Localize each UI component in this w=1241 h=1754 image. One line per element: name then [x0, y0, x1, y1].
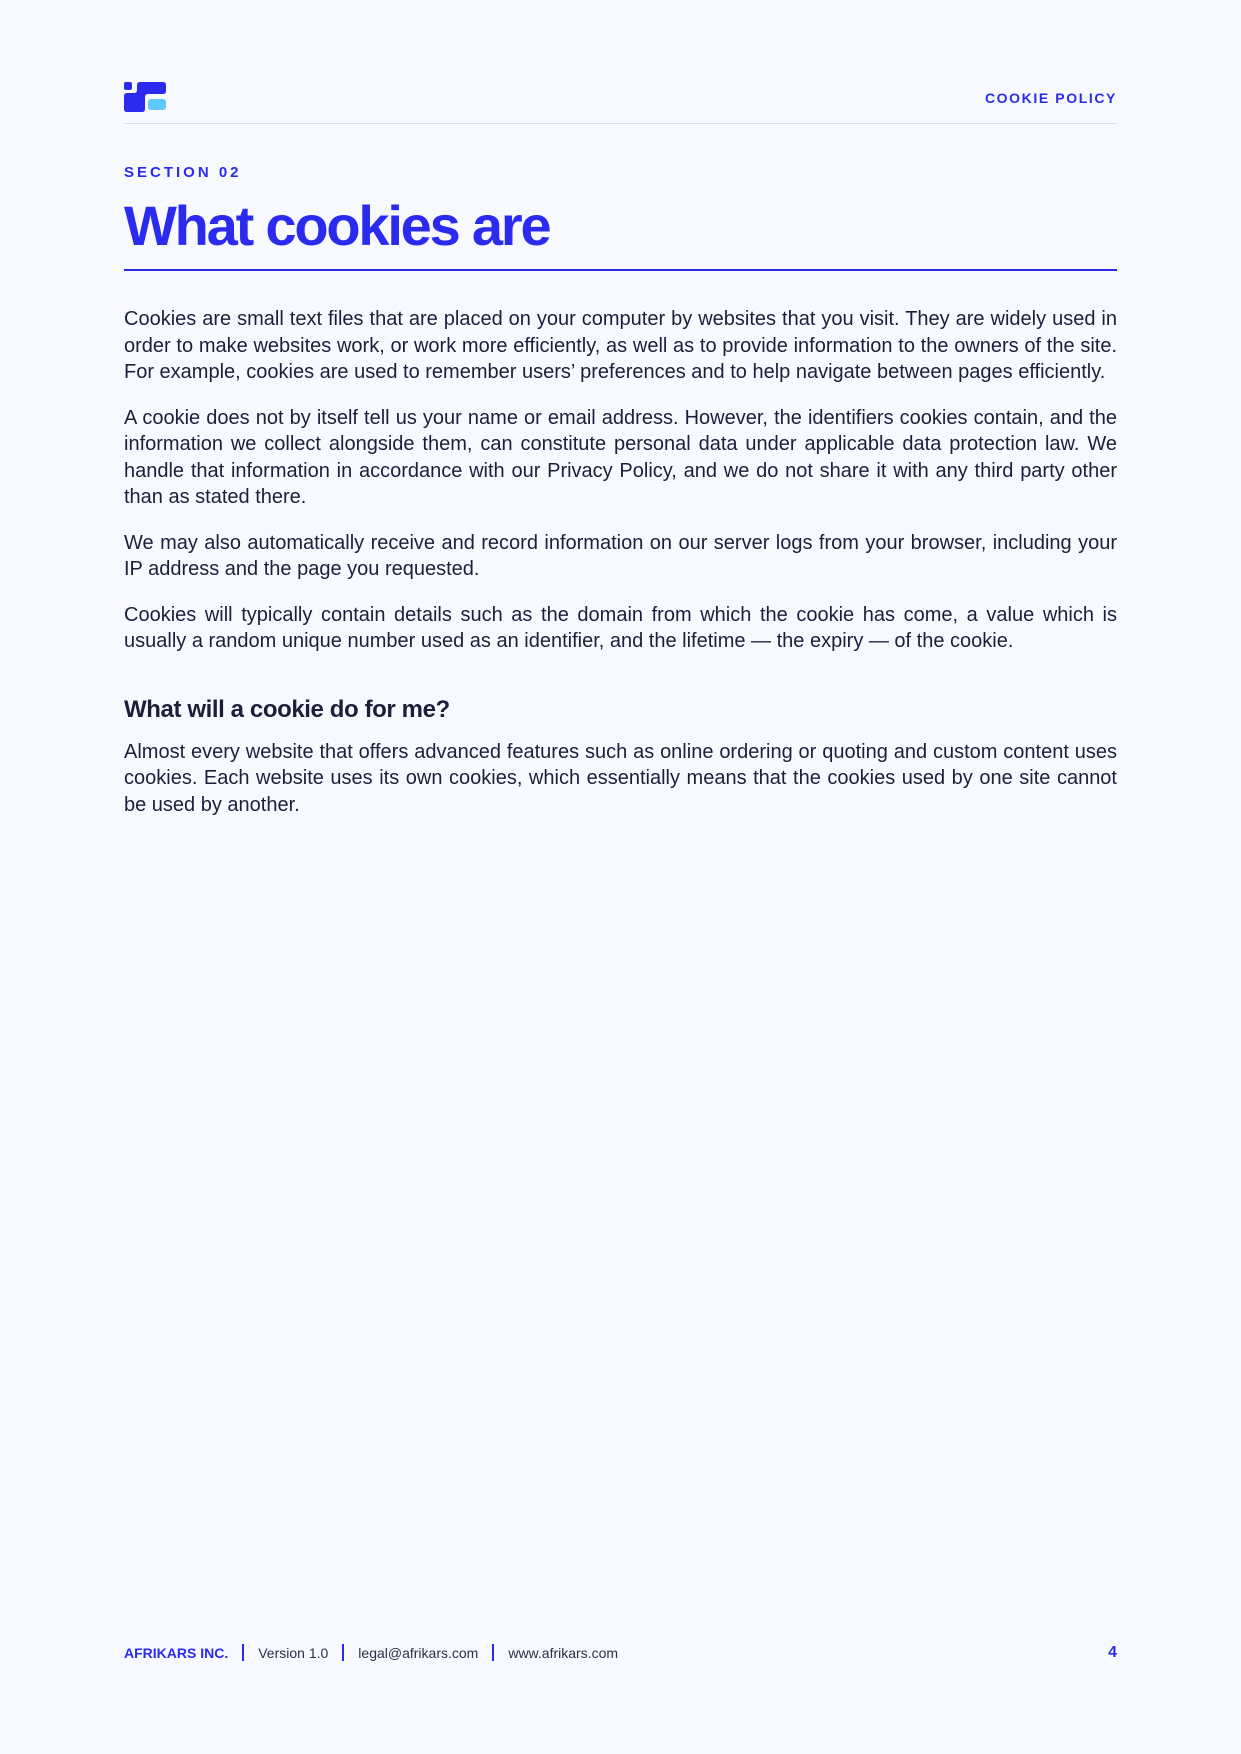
paragraph-cookie-details: Cookies will typically contain details such as the domain from which the cookie has come, a value which is usually a random unique number used as an identifier, and the lifetime — the expiry — of the cookie.	[124, 603, 1117, 652]
footer-divider	[242, 1644, 244, 1661]
brand-logo-icon	[124, 82, 166, 112]
page-number: 4	[1108, 1644, 1117, 1661]
footer-divider	[492, 1644, 494, 1661]
footer-website-link[interactable]: www.afrikars.com	[508, 1645, 619, 1661]
paragraph-server-logs: We may also automatically receive and record information on our server logs from your browser, including your IP address and the page you requested.	[124, 531, 1117, 580]
body-content	[124, 306, 1117, 837]
footer-company-name: AFRIKARS INC.	[124, 1645, 229, 1661]
section-number-label: SECTION 02	[124, 164, 242, 181]
subheading: What will a cookie do for me?	[124, 695, 450, 723]
page-title: What cookies are	[124, 194, 550, 257]
page-footer	[124, 1641, 1117, 1665]
paragraph-cookies-definition: Cookies are small text files that are placed on your computer by websites that you visit. They are widely used in order to make websites work, or work more efficiently, as well as to provide information to the owners of the site. For example, cookies are used to remember users’ preferences and to help navigate between pages efficiently.	[124, 308, 1117, 383]
paragraph-cookie-benefits: Almost every website that offers advanced features such as online ordering or quoting and custom content uses cookies. Each website uses its own cookies, which essentially means that the cookies used by one site cannot be used by another.	[124, 740, 1117, 816]
footer-version: Version 1.0	[258, 1645, 329, 1661]
page-header	[124, 80, 1117, 124]
footer-email-link[interactable]: legal@afrikars.com	[358, 1645, 479, 1661]
footer-divider	[342, 1644, 344, 1661]
title-divider	[124, 269, 1117, 271]
paragraph-personal-data: A cookie does not by itself tell us your name or email address. However, the identifiers cookies contain, and the information we collect alongside them, can constitute personal data under applicable data protection law. We handle that information in accordance with our Privacy Policy, and we do not share it with any third party other than as stated there.	[124, 406, 1117, 508]
document-type-label: COOKIE POLICY	[984, 90, 1117, 106]
document-page	[124, 0, 1117, 1754]
